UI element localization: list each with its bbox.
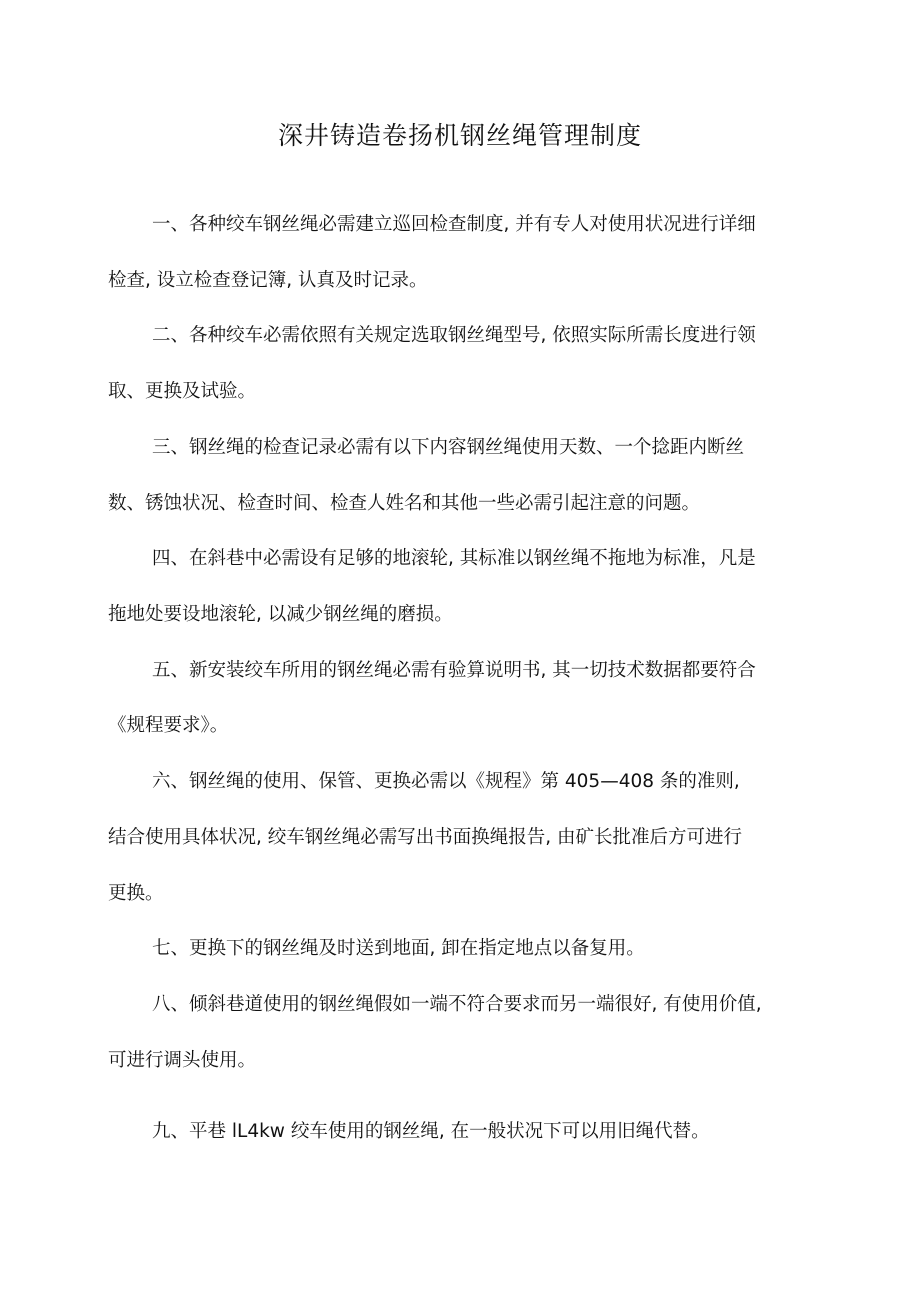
paragraph-3-line-1: 三、钢丝绳的检查记录必需有以下内容钢丝绳使用天数、一个捻距内断丝 bbox=[152, 437, 745, 458]
paragraph-8-line-1: 八、倾斜巷道使用的钢丝绳假如一端不符合要求而另一端很好, 有使用价值, bbox=[152, 994, 762, 1015]
paragraph-1-line-2: 检查, 设立检查登记簿, 认真及时记录。 bbox=[108, 270, 428, 291]
paragraph-1-line-1: 一、各种绞车钢丝绳必需建立巡回检查制度, 并有专人对使用状况进行详细 bbox=[152, 214, 756, 235]
paragraph-6-line-1: 六、钢丝绳的使用、保管、更换必需以《规程》第 405—408 条的准则, bbox=[152, 771, 740, 792]
paragraph-3-line-2: 数、锈蚀状况、检查时间、检查人姓名和其他一些必需引起注意的问题。 bbox=[108, 493, 701, 514]
paragraph-6-line-2: 结合使用具体状况, 绞车钢丝绳必需写出书面换绳报告, 由矿长批准后方可进行 bbox=[108, 827, 743, 848]
paragraph-5-line-2: 《规程要求》。 bbox=[108, 715, 229, 736]
paragraph-7-line-1: 七、更换下的钢丝绳及时送到地面, 卸在指定地点以备复用。 bbox=[152, 938, 645, 959]
paragraph-4-line-2: 拖地处要设地滚轮, 以减少钢丝绳的磨损。 bbox=[108, 604, 453, 625]
paragraph-2-line-1: 二、各种绞车必需依照有关规定选取钢丝绳型号, 依照实际所需长度进行领 bbox=[152, 325, 756, 346]
paragraph-5-line-1: 五、新安装绞车所用的钢丝绳必需有验算说明书, 其一切技术数据都要符合 bbox=[152, 660, 756, 681]
paragraph-2-line-2: 取、更换及试验。 bbox=[108, 381, 257, 402]
document-title: 深井铸造卷扬机钢丝绳管理制度 bbox=[277, 121, 642, 150]
paragraph-9-line-1: 九、平巷 lL4kw 绞车使用的钢丝绳, 在一般状况下可以用旧绳代替。 bbox=[152, 1121, 710, 1142]
paragraph-8-line-2: 可进行调头使用。 bbox=[108, 1050, 257, 1071]
paragraph-6-line-3: 更换。 bbox=[108, 883, 164, 904]
paragraph-4-line-1: 四、在斜巷中必需设有足够的地滚轮, 其标准以钢丝绳不拖地为标准，凡是 bbox=[152, 548, 756, 569]
